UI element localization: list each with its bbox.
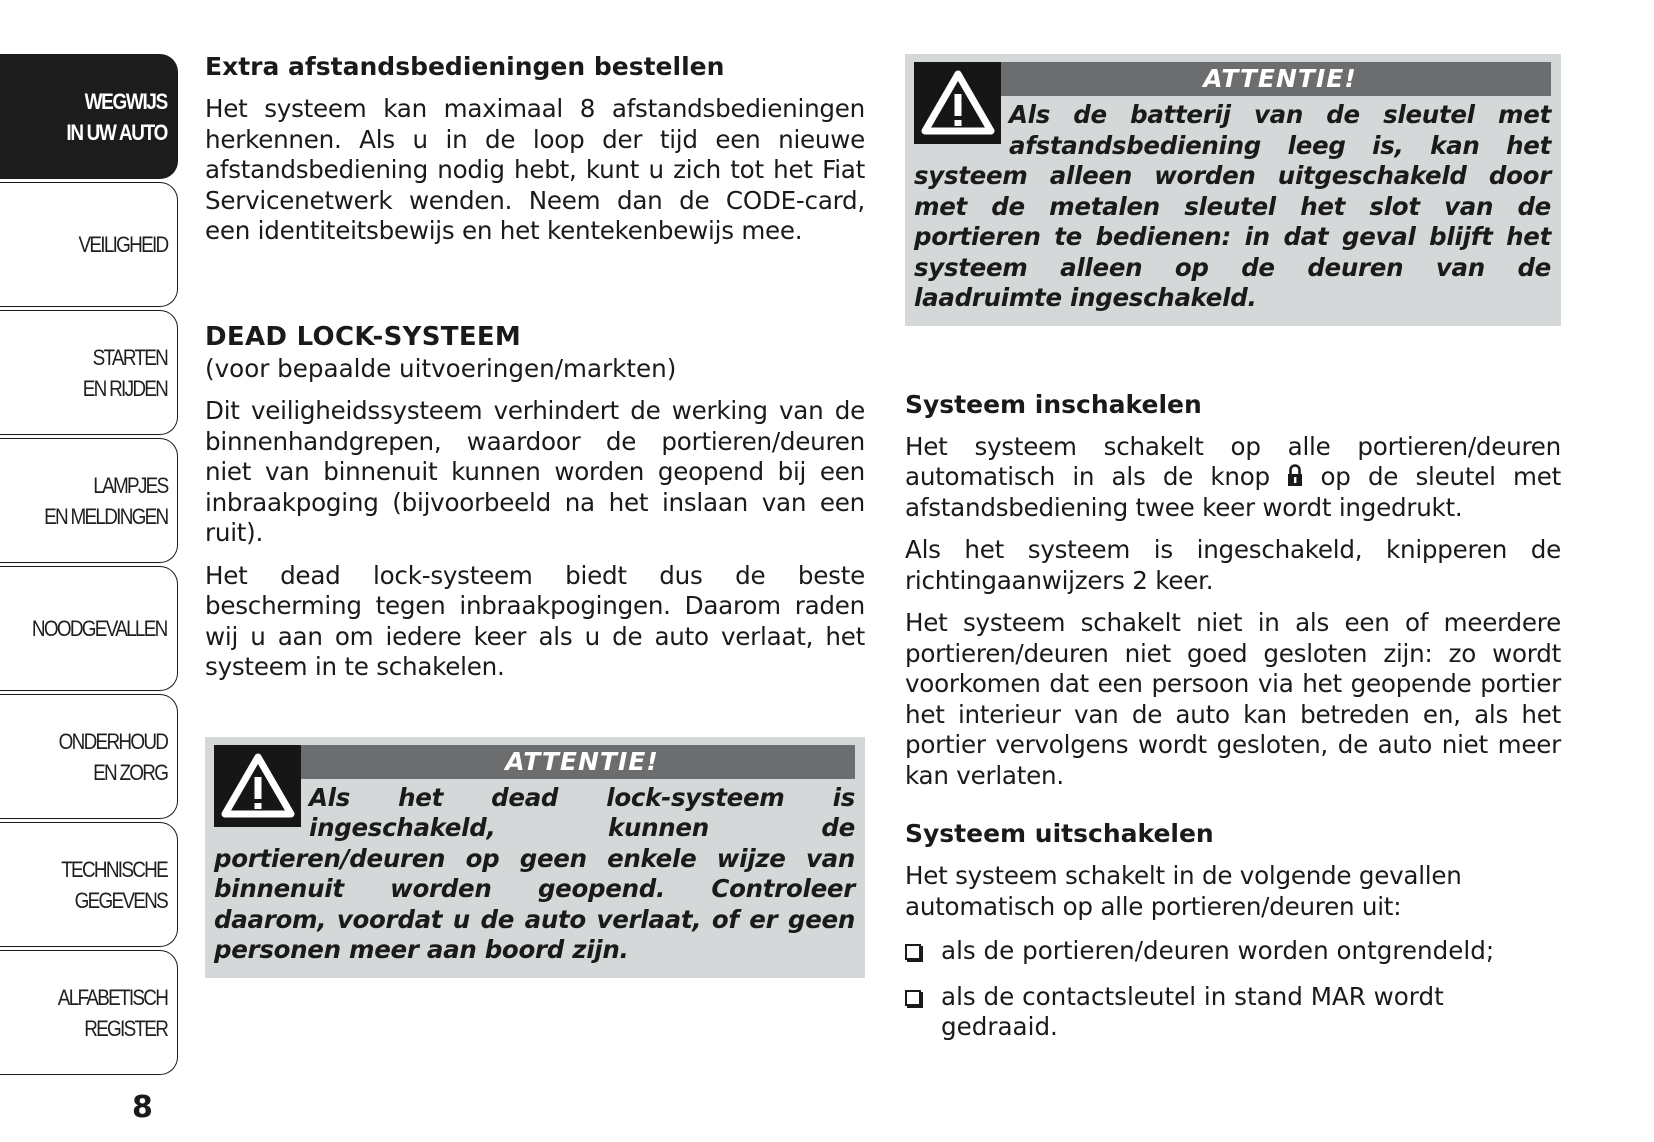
- section-title-extra-remotes: Extra afstandsbedieningen bestellen: [205, 52, 725, 81]
- warning-heading: ATTENTIE!: [214, 745, 855, 779]
- list-item-text: als de portieren/deuren worden ontgrendeld;: [941, 936, 1495, 965]
- tab-alfabetisch-register[interactable]: [0, 950, 178, 1075]
- tab-wegwijs-in-uw-auto[interactable]: [0, 54, 178, 179]
- dead-lock-paragraph-2: Het dead lock-systeem biedt dus de beste bescherming tegen inbraakpogingen. Daarom raden wij u aan om iedere keer als u de auto verlaat, het systeem in te schakelen.: [205, 560, 865, 681]
- disable-paragraph-1: Het systeem schakelt in de volgende gevallen automatisch op alle portieren/deuren uit:: [905, 861, 1462, 921]
- tab-label: NOODGEVALLEN: [32, 616, 167, 641]
- warning-text: Als de batterij van de sleutel met afstandsbediening leeg is, kan het systeem alleen worden uitgeschakeld door met de metalen sleutel het slot van de portieren te bedienen: in dat geval blijft het systeem alleen op de deuren van de laadruimte ingeschakeld.: [914, 100, 1551, 312]
- left-column: [205, 50, 865, 978]
- list-item: [905, 936, 1561, 966]
- warning-triangle-icon: [914, 62, 1001, 144]
- checkbox-bullet-icon: [905, 944, 921, 960]
- tab-label: VEILIGHEID: [78, 232, 167, 257]
- page-number: 8: [132, 1090, 153, 1125]
- enable-paragraph-2: Als het systeem is ingeschakeld, knipperen de richtingaanwijzers 2 keer.: [905, 535, 1561, 595]
- tab-technische-gegevens[interactable]: [0, 822, 178, 947]
- list-item: [905, 982, 1561, 1042]
- right-column: [905, 50, 1561, 1042]
- dead-lock-subtitle: (voor bepaalde uitvoeringen/markten): [205, 353, 677, 383]
- tab-starten-en-rijden[interactable]: [0, 310, 178, 435]
- tab-veiligheid[interactable]: [0, 182, 178, 307]
- enable-paragraph-1: [905, 432, 1561, 524]
- extra-remotes-text: Het systeem kan maximaal 8 afstandsbedieningen herkennen. Als u in de loop der tijd een nieuwe afstandsbediening nodig hebt, kunt u zich tot het Fiat Servicenetwerk wenden. Neem dan de CODE-card, een identiteitsbewijs en het kentekenbewijs mee.: [205, 94, 865, 245]
- tab-noodgevallen[interactable]: [0, 566, 178, 691]
- tab-label: TECHNISCHE GEGEVENS: [61, 856, 167, 913]
- tab-lampjes-en-meldingen[interactable]: [0, 438, 178, 563]
- list-item-text: als de contactsleutel in stand MAR wordt gedraaid.: [941, 982, 1444, 1041]
- warning-box-dead-lock: [205, 737, 865, 978]
- tab-label: LAMPJES EN MELDINGEN: [43, 472, 167, 529]
- tab-label: ONDERHOUD EN ZORG: [58, 728, 167, 785]
- warning-box-battery: [905, 54, 1561, 326]
- section-title-enable: Systeem inschakelen: [905, 389, 1202, 419]
- tab-onderhoud-en-zorg[interactable]: [0, 694, 178, 819]
- warning-triangle-icon: [214, 745, 301, 827]
- checkbox-bullet-icon: [905, 990, 921, 1006]
- lock-icon: [1287, 463, 1303, 487]
- warning-text: Als het dead lock-systeem is ingeschakeld, kunnen de portieren/deuren op geen enkele wijze van binnenuit worden geopend. Controleer daarom, voordat u de auto verlaat, of er geen personen meer aan boord zijn.: [214, 782, 855, 964]
- section-title-disable: Systeem uitschakelen: [905, 819, 1214, 848]
- tab-label: WEGWIJS IN UW AUTO: [66, 88, 167, 145]
- dead-lock-paragraph-1: Dit veiligheidssysteem verhindert de werking van de binnenhandgrepen, waardoor de portieren/deuren niet van binnenuit kunnen worden geopend bij een inbraakpoging (bijvoorbeeld na het inslaan van een ruit).: [205, 396, 865, 547]
- tab-label: ALFABETISCH REGISTER: [57, 984, 167, 1041]
- warning-heading: ATTENTIE!: [914, 62, 1551, 96]
- enable-paragraph-3: Het systeem schakelt niet in als een of meerdere portieren/deuren niet goed gesloten zijn: zo wordt voorkomen dat een persoon via het geopende portier het interieur van de auto kan betreden en, als het portier vervolgens wordt gesloten, de auto niet meer kan verlaten.: [905, 608, 1561, 790]
- tab-label: STARTEN EN RIJDEN: [82, 344, 167, 401]
- enable-text-before: Het systeem schakelt op alle portieren/deuren automatisch in als de knop: [905, 431, 1561, 491]
- section-title-dead-lock: DEAD LOCK-SYSTEEM: [205, 321, 522, 352]
- enable-text-after: op de sleutel met afstandsbediening twee keer wordt ingedrukt.: [905, 462, 1561, 522]
